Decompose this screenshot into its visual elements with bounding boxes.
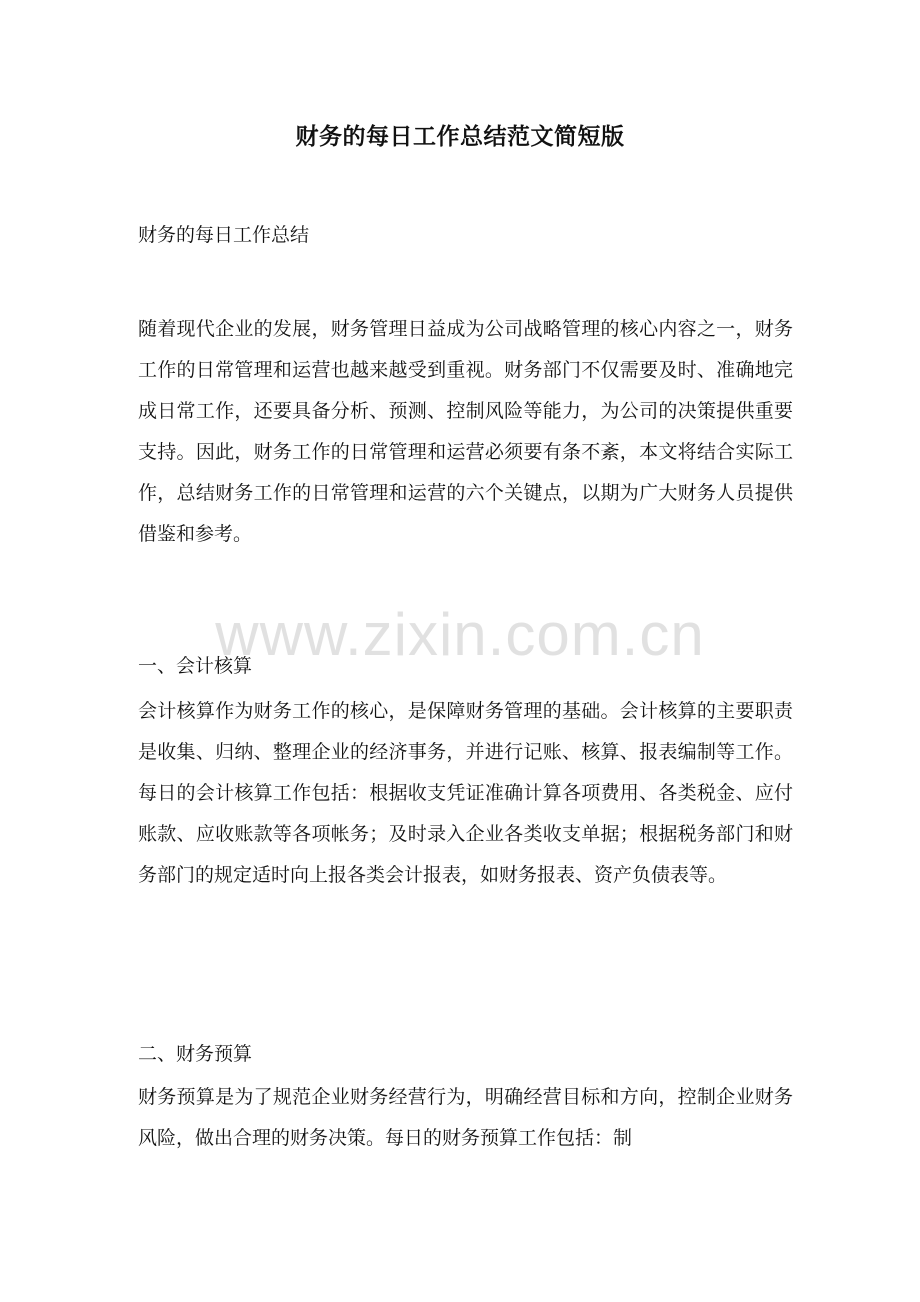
intro-paragraph: 随着现代企业的发展，财务管理日益成为公司战略管理的核心内容之一，财务工作的日常管理和运营也越来越受到重视。财务部门不仅需要及时、准确地完成日常工作，还要具备分析、预测、控制风险等能力，为公司的决策提供重要支持。因此，财务工作的日常管理和运营必须要有条不紊，本文将结合实际工作，总结财务工作的日常管理和运营的六个关键点，以期为广大财务人员提供借鉴和参考。 [138, 318, 793, 545]
section-body-budget: 财务预算是为了规范企业财务经营行为，明确经营目标和方向，控制企业财务风险，做出合理的财务决策。每日的财务预算工作包括：制 [138, 1086, 793, 1149]
watermark: www.zixin.com.cn [215, 601, 705, 668]
document-title: 财务的每日工作总结范文简短版 [295, 123, 625, 150]
section-heading-accounting: 一、会计核算 [138, 655, 253, 677]
section-body-accounting: 会计核算作为财务工作的核心，是保障财务管理的基础。会计核算的主要职责是收集、归纳、整理企业的经济事务，并进行记账、核算、报表编制等工作。每日的会计核算工作包括：根据收支凭证准确计算各项费用、各类税金、应付账款、应收账款等各项帐务；及时录入企业各类收支单据；根据税务部门和财务部门的规定适时向上报各类会计报表，如财务报表、资产负债表等。 [138, 700, 793, 886]
section-heading-budget: 二、财务预算 [138, 1043, 253, 1065]
document-subtitle: 财务的每日工作总结 [138, 224, 310, 246]
